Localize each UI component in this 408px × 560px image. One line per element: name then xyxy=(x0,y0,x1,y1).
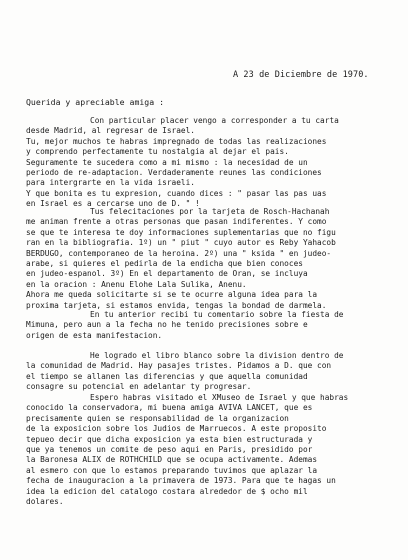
text-line: la comunidad de Madrid. Hay pasajes tristes. Pidamos a D. que con xyxy=(26,361,332,371)
text-line: tepueo decir que dicha exposicion ya esta bien estructurada y xyxy=(26,434,313,444)
text-line: consagre su potencial en adelantar ty progresar. xyxy=(26,382,252,392)
text-line: y comprendo perfectamente tu nostalgia al dejar el pais. xyxy=(26,147,289,157)
letter-paragraph xyxy=(26,207,388,311)
text-line: la Baronesa ALIX de ROTHCHILD que se ocupa activamente. Ademas xyxy=(26,455,318,465)
text-line: Con particular placer vengo a corresponder a tu carta xyxy=(90,116,339,125)
text-line: Y que bonita es tu expresion, cuando dices : " pasar las pas uas xyxy=(26,188,327,198)
text-line: Mimuna, pero aun a la fecha no he tenido precisiones sobre e xyxy=(26,320,308,330)
text-line: idea la edicion del catalogo costara alrededor de $ ocho mil xyxy=(26,486,308,496)
text-line: BERDUGO, contemporaneo de la heroina. 2º) una " ksida " en judeo- xyxy=(26,248,332,258)
text-line: desde Madrid, al regresar de Israel. xyxy=(26,126,195,136)
text-line: arabe, si quieres el pedirla de la endicha que bien conoces xyxy=(26,258,303,268)
text-line: me animan frente a otras personas que pasan indiferentes. Y como xyxy=(26,217,327,227)
letter-date: A 23 de Diciembre de 1970. xyxy=(233,70,369,80)
text-line: el tiempo se allanen las diferencias y que aquella comunidad xyxy=(26,371,308,381)
text-line: que ya tenemos un comite de peso aqui en Paris, presidido por xyxy=(26,444,313,454)
letter-paragraph xyxy=(26,310,388,341)
text-line: periodo de re-adaptacion. Verdaderamente reunes las condiciones xyxy=(26,167,322,177)
text-line: dolares. xyxy=(26,496,64,506)
text-line: fecha de inauguracion a la primavera de 1973. Para que te hagas un xyxy=(26,476,336,486)
text-line: Espero habras visitado el XMuseo de Israel y que habras xyxy=(90,393,349,402)
letter-paragraph xyxy=(26,393,388,507)
letter-paragraph xyxy=(26,351,388,393)
text-line: origen de esta manifestacion. xyxy=(26,330,163,340)
text-line: En tu anterior recibi tu comentario sobre la fiesta de xyxy=(90,310,344,319)
text-line: para intergrarte en la vida israeli. xyxy=(26,178,195,188)
text-line: al esmero con que lo estamos preparando tuvimos que aplazar la xyxy=(26,465,318,475)
text-line: precisamente quien se responsabilidad de la organizacion xyxy=(26,413,289,423)
text-line: en la oracion : Anenu Elohe Lala Sulika, Anenu. xyxy=(26,279,247,289)
text-line: en judeo-espanol. 3º) En el departamento de Oran, se incluya xyxy=(26,269,308,279)
text-line: Ahora me queda solicitarte si se te ocurre alguna idea para la xyxy=(26,290,318,300)
letter-paragraph xyxy=(26,116,388,210)
text-line: Tu, mejor muchos te habras impregnado de todas las realizaciones xyxy=(26,136,327,146)
text-line: ran en la bibliografia. 1º) un " piut " cuyo autor es Reby Yahacob xyxy=(26,238,336,248)
text-line: se que te interesa te doy informaciones suplementarias que no figu xyxy=(26,227,336,237)
text-line: Seguramente te sucedera como a mi mismo : la necesidad de un xyxy=(26,157,308,167)
text-line: conocido la conservadora, mi buena amiga AVIVA LANCET, que es xyxy=(26,403,313,413)
text-line: en Israel es a cercarse uno de D. " ! xyxy=(26,199,200,209)
letter-greeting: Querida y apreciable amiga : xyxy=(26,97,165,107)
text-line: Tus felecitaciones por la tarjeta de Rosch-Hachanah xyxy=(90,207,330,216)
text-line: proxima tarjeta, si estamos envida, tengas la bondad de darmela. xyxy=(26,300,327,310)
text-line: de la exposicion sobre los Judios de Marruecos. A este proposito xyxy=(26,424,327,434)
text-line: He logrado el libro blanco sobre la division dentro de xyxy=(90,351,344,360)
